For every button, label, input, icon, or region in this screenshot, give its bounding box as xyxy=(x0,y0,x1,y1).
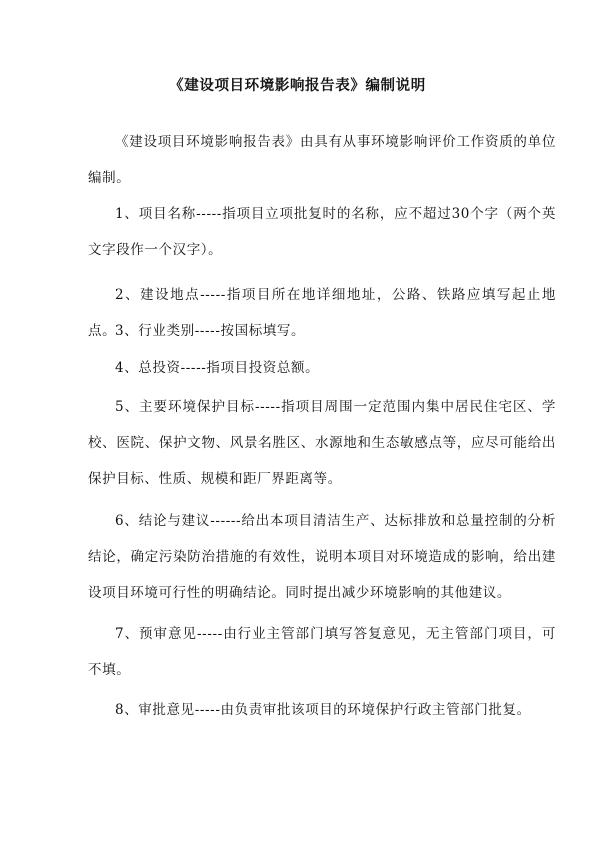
item-1-paragraph: 1、项目名称-----指项目立项批复时的名称，应不超过30个字（两个英文字段作一个汉字）。 xyxy=(88,206,556,258)
item-3-paragraph: 3、行业类别-----按国标填写。 xyxy=(115,323,306,339)
intro-paragraph: 《建设项目环境影响报告表》由具有从事环境影响评价工作资质的单位编制。 xyxy=(88,134,556,186)
item-7-paragraph: 7、预审意见-----由行业主管部门填写答复意见，无主管部门项目，可不填。 xyxy=(88,626,556,678)
item-2-paragraph: 2、建设地点-----指项目所在地详细地址，公路、铁路应填写起止地点。 xyxy=(88,287,556,339)
item-5-paragraph: 5、主要环境保护目标-----指项目周围一定范围内集中居民住宅区、学校、医院、保护文物、风景名胜区、水源地和生态敏感点等，应尽可能给出保护目标、性质、规模和距厂界距离等。 xyxy=(88,399,556,487)
item-8-paragraph: 8、审批意见-----由负责审批该项目的环境保护行政主管部门批复。 xyxy=(115,702,531,718)
item-6-paragraph: 6、结论与建议------给出本项目清洁生产、达标排放和总量控制的分析结论，确定污染防治措施的有效性，说明本项目对环境造成的影响，给出建设项目环境可行性的明确结论。同时提出减少环境影响的其他建议。 xyxy=(88,513,556,601)
item-4-paragraph: 4、总投资-----指项目投资总额。 xyxy=(115,360,320,376)
document-title: 《建设项目环境影响报告表》编制说明 xyxy=(169,77,426,94)
